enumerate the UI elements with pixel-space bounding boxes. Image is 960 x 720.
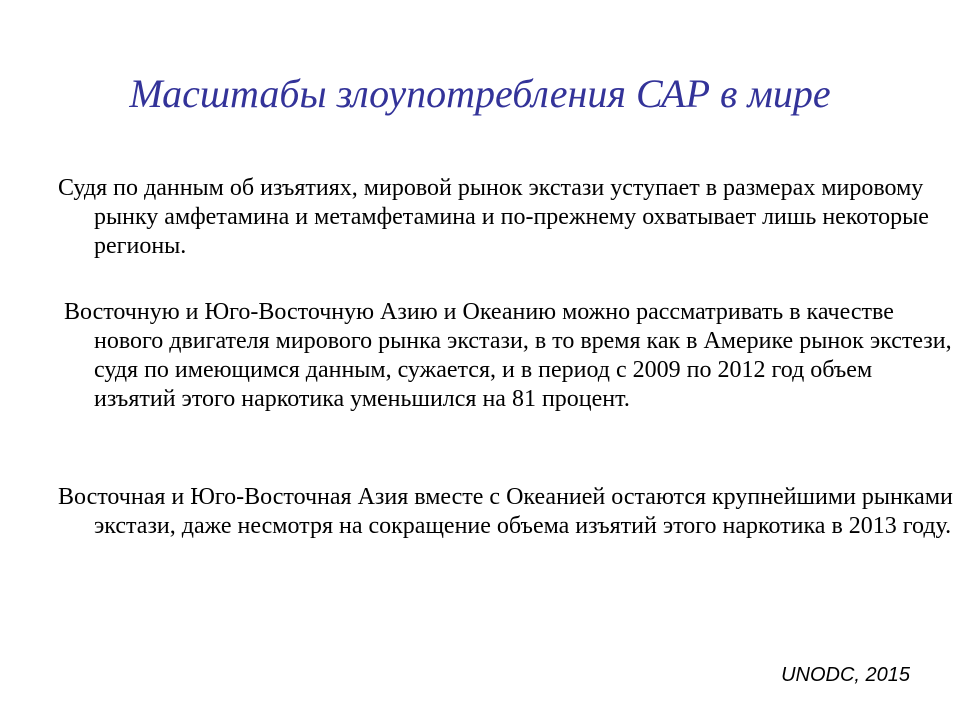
paragraph-asia-oceania-engine: Восточную и Юго-Восточную Азию и Океанию можно рассматривать в качестве нового двигателя мирового рынка экстази, в то время как в Америке рынок экстези, судя по имеющимся данным, сужается, и в период с 2009 по 2012 год объем изъятий этого наркотика уменьшился на 81 процент. xyxy=(64,299,952,412)
slide-title: Масштабы злоупотребления САР в мире xyxy=(129,71,831,116)
paragraph-seizure-data: Судя по данным об изъятиях, мировой рынок экстази уступает в размерах мировому рынку амфетамина и метамфетамина и по-прежнему охватывает лишь некоторые регионы. xyxy=(58,175,929,259)
paragraph-largest-markets: Восточная и Юго-Восточная Азия вместе с Океанией остаются крупнейшими рынками экстази, даже несмотря на сокращение объема изъятий этого наркотика в 2013 году. xyxy=(58,484,953,539)
source-citation: UNODC, 2015 xyxy=(781,664,910,686)
